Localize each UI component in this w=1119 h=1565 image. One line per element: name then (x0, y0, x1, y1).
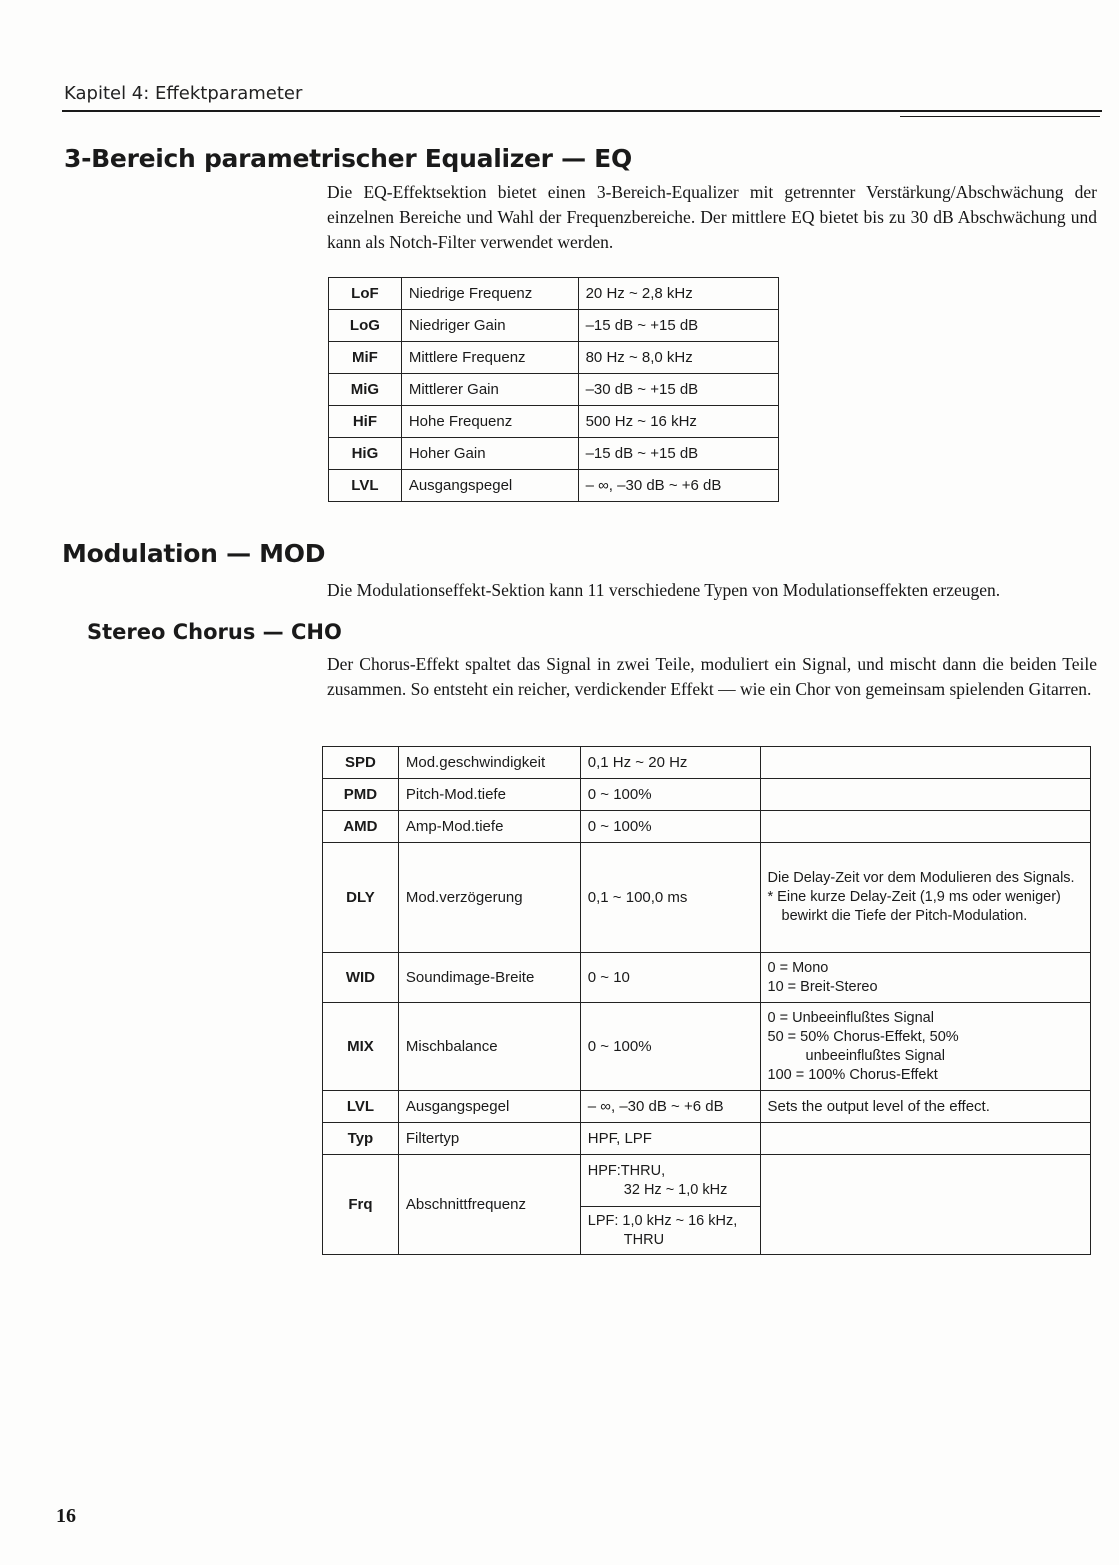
param-code: MIX (323, 1003, 399, 1091)
chorus-parameter-table (322, 746, 1091, 1255)
param-range: 0,1 ~ 100,0 ms (580, 843, 760, 953)
param-note (760, 953, 1090, 1003)
param-name: Mittlere Frequenz (401, 342, 578, 374)
running-header: Kapitel 4: Effektparameter (64, 83, 303, 104)
param-name: Niedriger Gain (401, 310, 578, 342)
note-line: 0 = Unbeeinflußtes Signal (767, 1009, 934, 1026)
chorus-description: Der Chorus-Effekt spaltet das Signal in zwei Teile, moduliert ein Signal, und mischt dann die beiden Teile zusammen. So entsteht ein reicher, verdickender Effekt — wie ein Chor von gemeinsam spielenden Gitarren. (327, 654, 1097, 699)
header-rule (62, 110, 1102, 112)
param-code: LoG (329, 310, 402, 342)
mod-description: Die Modulationseffekt-Sektion kann 11 verschiedene Typen von Modulationseffekten erzeugen. (327, 580, 1001, 600)
param-code: Typ (323, 1123, 399, 1155)
table-row (329, 374, 779, 406)
param-range: HPF, LPF (580, 1123, 760, 1155)
param-note (760, 1123, 1090, 1155)
param-range: 500 Hz ~ 16 kHz (578, 406, 778, 438)
param-code: WID (323, 953, 399, 1003)
param-range: – ∞, –30 dB ~ +6 dB (578, 470, 778, 502)
param-code: MiF (329, 342, 402, 374)
param-code: HiG (329, 438, 402, 470)
param-name: Soundimage-Breite (398, 953, 580, 1003)
param-range: 0 ~ 100% (580, 811, 760, 843)
param-note (760, 779, 1090, 811)
param-range: 0 ~ 100% (580, 779, 760, 811)
range-line: HPF:THRU, (587, 1162, 666, 1179)
param-range: –15 dB ~ +15 dB (578, 438, 778, 470)
param-range: 0 ~ 100% (580, 1003, 760, 1091)
header-rule-tail (900, 116, 1100, 117)
page-number: 16 (56, 1505, 76, 1527)
param-range: 80 Hz ~ 8,0 kHz (578, 342, 778, 374)
param-name: Mod.geschwindigkeit (398, 747, 580, 779)
param-name: Mischbalance (398, 1003, 580, 1091)
table-row (323, 1123, 1091, 1155)
param-range: –30 dB ~ +15 dB (578, 374, 778, 406)
param-note (760, 811, 1090, 843)
param-range (580, 1207, 760, 1255)
note-line: unbeeinflußtes Signal (805, 1047, 945, 1064)
param-range: 20 Hz ~ 2,8 kHz (578, 278, 778, 310)
param-range: –15 dB ~ +15 dB (578, 310, 778, 342)
table-row (323, 779, 1091, 811)
param-note (760, 1003, 1090, 1091)
param-code: DLY (323, 843, 399, 953)
eq-heading: 3-Bereich parametrischer Equalizer — EQ (64, 144, 632, 173)
param-code: LoF (329, 278, 402, 310)
note-line: Die Delay-Zeit vor dem Modulieren des Signals. (767, 870, 1075, 886)
param-name: Abschnittfrequenz (398, 1155, 580, 1255)
param-name: Niedrige Frequenz (401, 278, 578, 310)
param-name: Hoher Gain (401, 438, 578, 470)
eq-parameter-table (328, 277, 779, 502)
param-code: HiF (329, 406, 402, 438)
note-line: * Eine kurze Delay-Zeit (1,9 ms oder weniger) bewirkt die Tiefe der Pitch-Modulation. (767, 889, 1061, 924)
param-name: Filtertyp (398, 1123, 580, 1155)
table-row (329, 406, 779, 438)
table-row (323, 747, 1091, 779)
param-code: MiG (329, 374, 402, 406)
table-row (329, 278, 779, 310)
table-row (329, 310, 779, 342)
param-range (580, 1155, 760, 1207)
param-range: 0,1 Hz ~ 20 Hz (580, 747, 760, 779)
param-name: Pitch-Mod.tiefe (398, 779, 580, 811)
param-name: Ausgangspegel (398, 1091, 580, 1123)
table-row (323, 1091, 1091, 1123)
chorus-heading: Stereo Chorus — CHO (87, 620, 342, 644)
param-name: Hohe Frequenz (401, 406, 578, 438)
table-row (323, 953, 1091, 1003)
param-range: 0 ~ 10 (580, 953, 760, 1003)
range-line: LPF: 1,0 kHz ~ 16 kHz, (587, 1212, 738, 1229)
note-line: 50 = 50% Chorus-Effekt, 50% (767, 1028, 959, 1045)
param-name: Mod.verzögerung (398, 843, 580, 953)
range-line: THRU (623, 1231, 665, 1248)
note-line: 0 = Mono (767, 959, 829, 976)
param-note (760, 843, 1090, 953)
param-code: SPD (323, 747, 399, 779)
range-line: 32 Hz ~ 1,0 kHz (623, 1181, 728, 1198)
note-line: 10 = Breit-Stereo (767, 978, 878, 995)
param-code: AMD (323, 811, 399, 843)
eq-description: Die EQ-Effektsektion bietet einen 3-Bereich-Equalizer mit getrennter Verstärkung/Abschwächung der einzelnen Bereiche und Wahl der Frequenzbereiche. Der mittlere EQ bietet bis zu 30 dB Abschwächung und kann als Notch-Filter verwendet werden. (327, 182, 1097, 252)
param-note (760, 1155, 1090, 1255)
param-note (760, 747, 1090, 779)
param-note: Sets the output level of the effect. (760, 1091, 1090, 1123)
table-row (329, 438, 779, 470)
table-row (323, 811, 1091, 843)
param-name: Amp-Mod.tiefe (398, 811, 580, 843)
param-code: PMD (323, 779, 399, 811)
param-name: Ausgangspegel (401, 470, 578, 502)
param-code: LVL (323, 1091, 399, 1123)
param-code: LVL (329, 470, 402, 502)
param-name: Mittlerer Gain (401, 374, 578, 406)
param-range: – ∞, –30 dB ~ +6 dB (580, 1091, 760, 1123)
note-line: 100 = 100% Chorus-Effekt (767, 1066, 938, 1083)
table-row (329, 470, 779, 502)
table-row (323, 1155, 1091, 1207)
table-row (323, 1003, 1091, 1091)
table-row (329, 342, 779, 374)
table-row (323, 843, 1091, 953)
mod-heading: Modulation — MOD (62, 539, 326, 568)
param-code: Frq (323, 1155, 399, 1255)
